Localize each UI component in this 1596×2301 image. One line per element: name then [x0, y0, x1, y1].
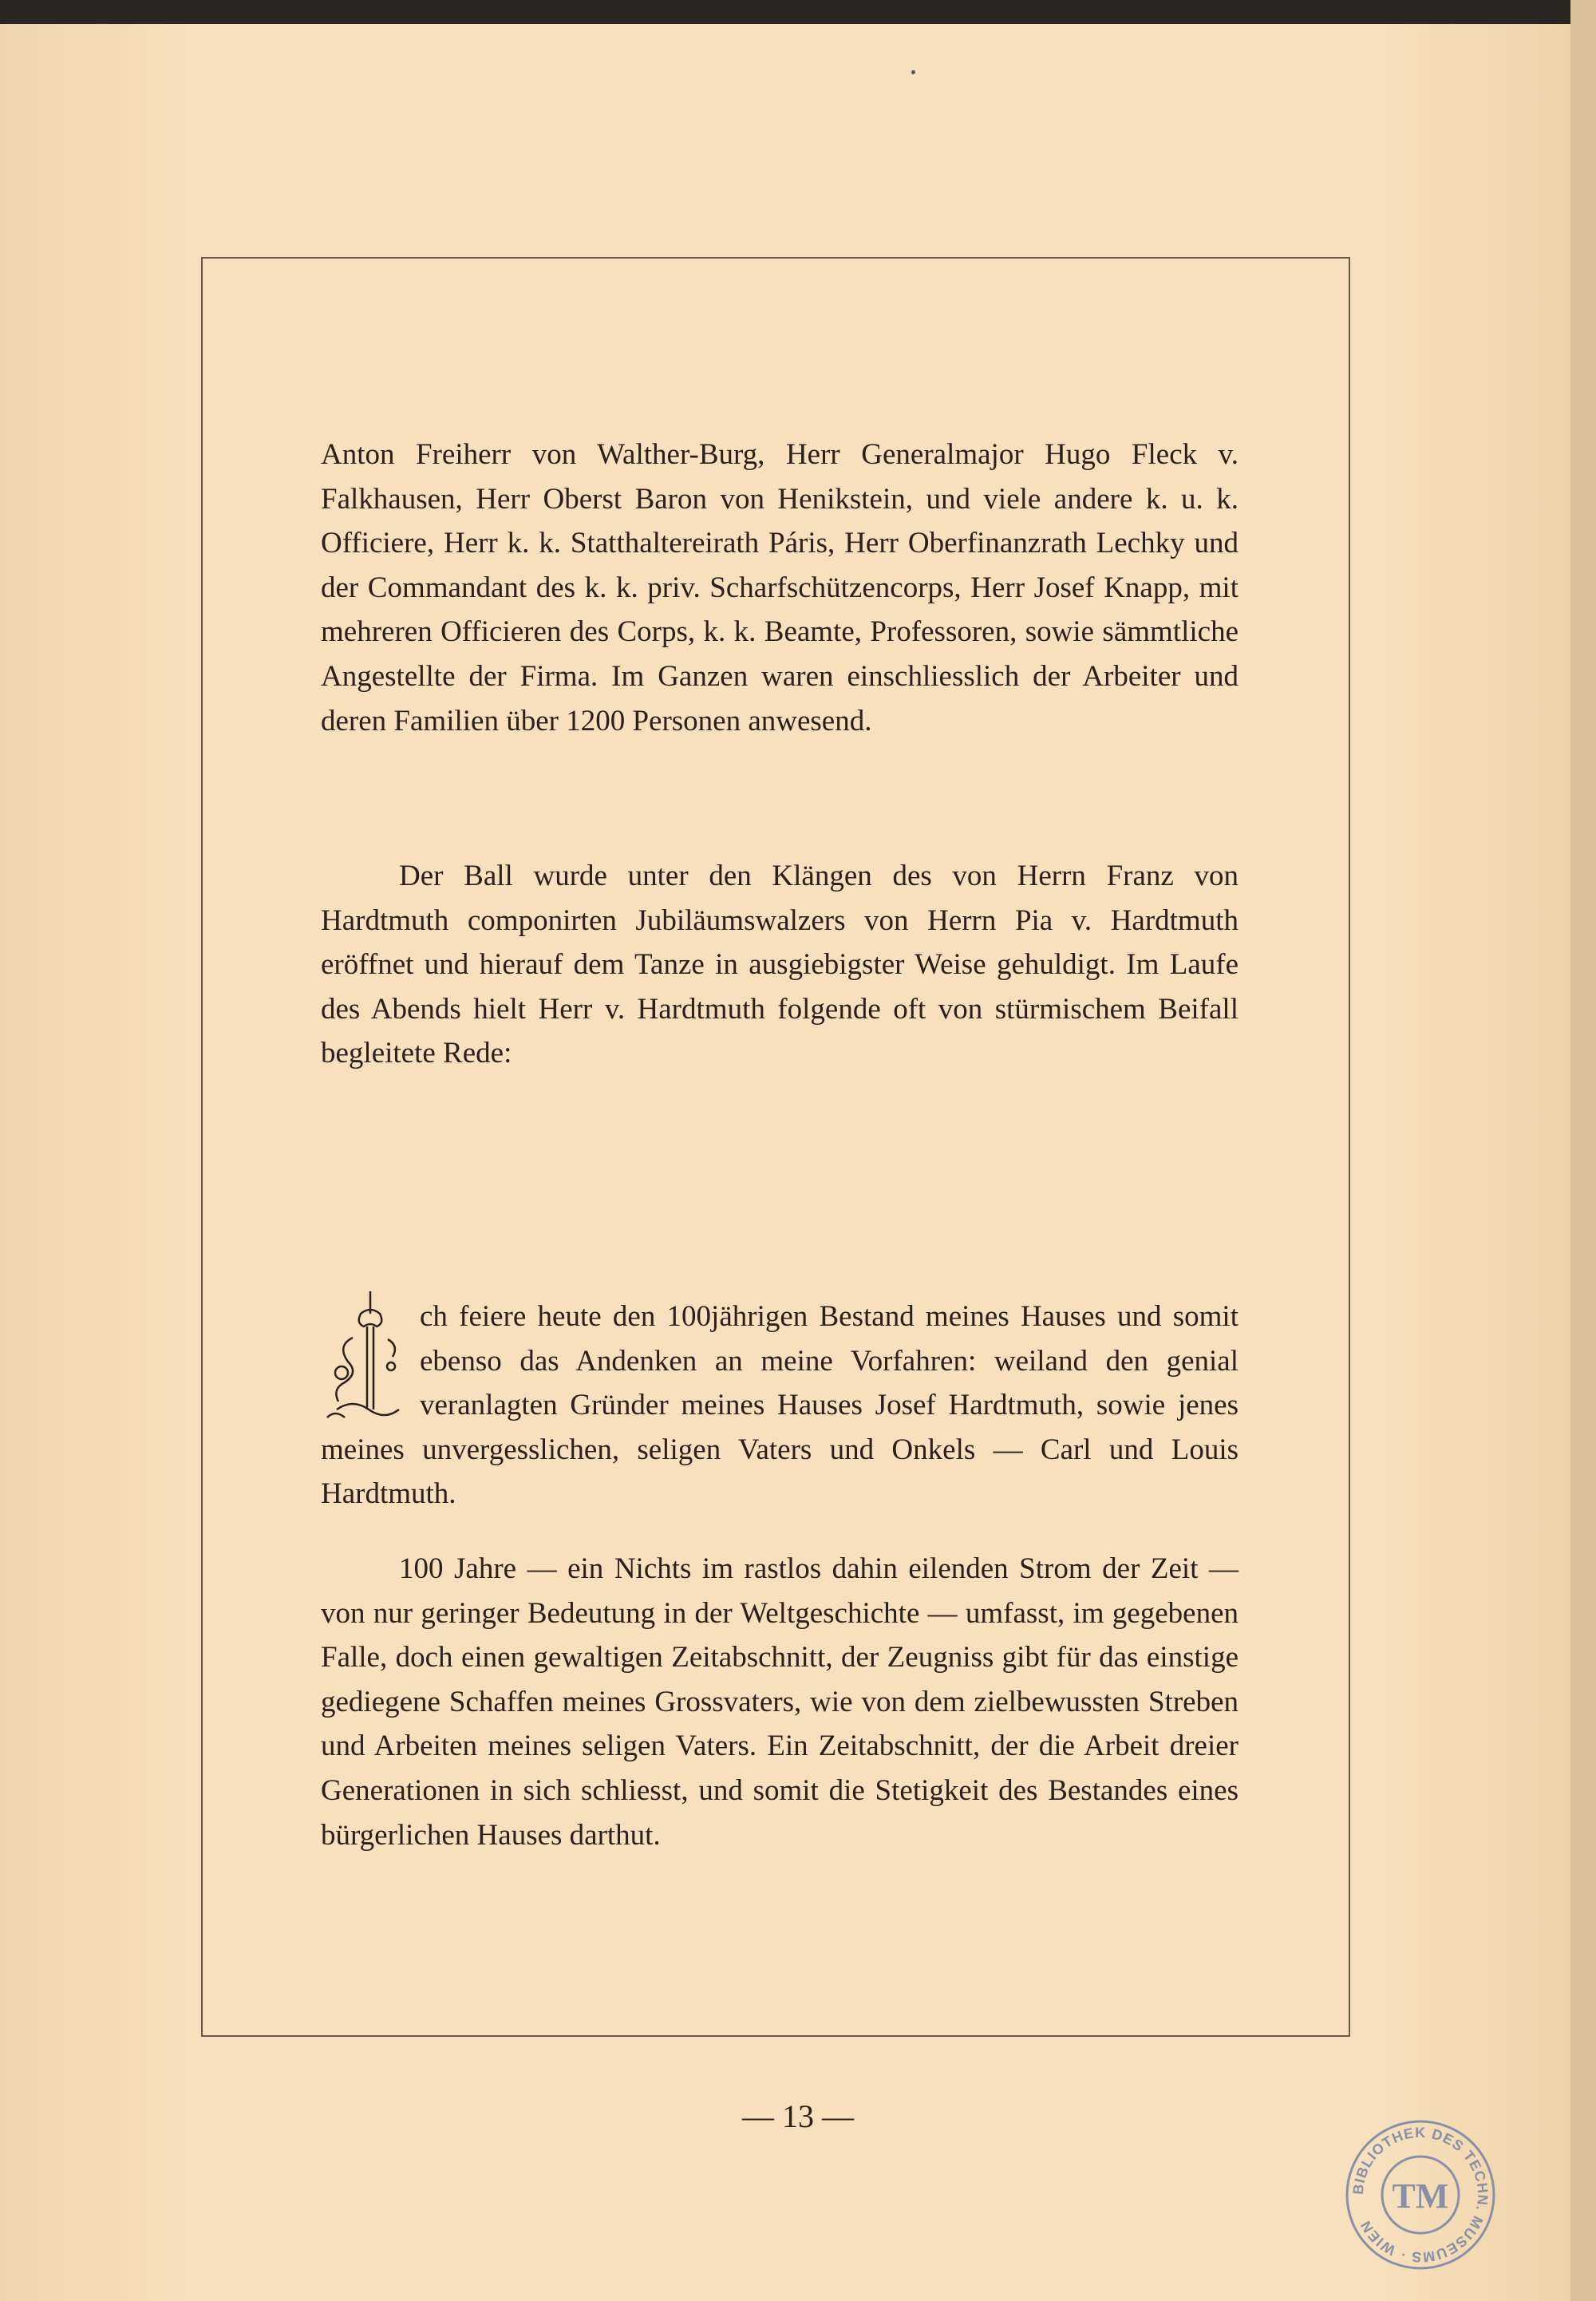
stamp-monogram: TM: [1392, 2176, 1449, 2216]
ornamental-dropcap: [321, 1290, 409, 1417]
paragraph-hundred-years: [321, 1547, 1238, 1857]
paragraph-ball: [321, 854, 1238, 1076]
page-edge-shadow: [1570, 0, 1596, 2301]
document-page: [0, 24, 1570, 2301]
paragraph-text: Der Ball wurde unter den Klängen des von Herrn Franz von Hardtmuth componirten Jubiläumswalzers von Herrn Pia v. Hardtmuth eröffnet und hierauf dem Tanze in ausgiebigster Weise gehuldigt. Im Laufe des Abends hielt Herr v. Hardtmuth folgende oft von stürmischem Beifall begleitete Rede:: [321, 860, 1238, 1070]
paragraph-text: ch feiere heute den 100jährigen Bestand meines Hauses und somit ebenso das Andenken an meine Vorfahren: weiland den genial veranlagten Gründer meines Hauses Josef Hardtmuth, sowie jenes meines unvergesslichen, seligen Vaters und Onkels — Carl und Louis Hardtmuth.: [321, 1300, 1238, 1511]
paragraph-text: Anton Freiherr von Walther-Burg, Herr Generalmajor Hugo Fleck v. Falkhausen, Herr Oberst Baron von Henikstein, und viele andere k. u. k. Officiere, Herr k. k. Statthaltereirath Páris, Herr Oberfinanzrath Lechky und der Commandant des k. k. priv. Scharfschützencorps, Herr Josef Knapp, mit mehreren Officieren des Corps, k. k. Beamte, Professoren, sowie sämmtliche Angestellte der Firma. Im Ganzen waren einschliesslich der Arbeiter und deren Familien über 1200 Personen anwesend.: [321, 438, 1238, 737]
dropcap-ornament-icon: [321, 1290, 409, 1425]
paragraph-guest-list: [321, 433, 1238, 743]
library-stamp: [1341, 2115, 1500, 2275]
paragraph-speech-opening: [321, 1295, 1238, 1516]
paragraph-text: 100 Jahre — ein Nichts im rastlos dahin eilenden Strom der Zeit — von nur geringer Bedeutung in der Weltgeschichte — umfasst, im gegebenen Falle, doch einen gewaltigen Zeitabschnitt, der Zeugniss gibt für das einstige gediegene Schaffen meines Grossvaters, wie von dem zielbewussten Streben und Arbeiten meines seligen Vaters. Ein Zeitabschnitt, der die Arbeit dreier Generationen in sich schliesst, und somit die Stetigkeit des Bestandes eines bürgerlichen Hauses darthut.: [321, 1552, 1238, 1852]
ink-speck: [911, 70, 915, 74]
page-number: — 13 —: [742, 2098, 854, 2134]
stamp-text: BIBLIOTHEK DES TECHN. MUSEUMS · WIEN: [1349, 2124, 1491, 2266]
